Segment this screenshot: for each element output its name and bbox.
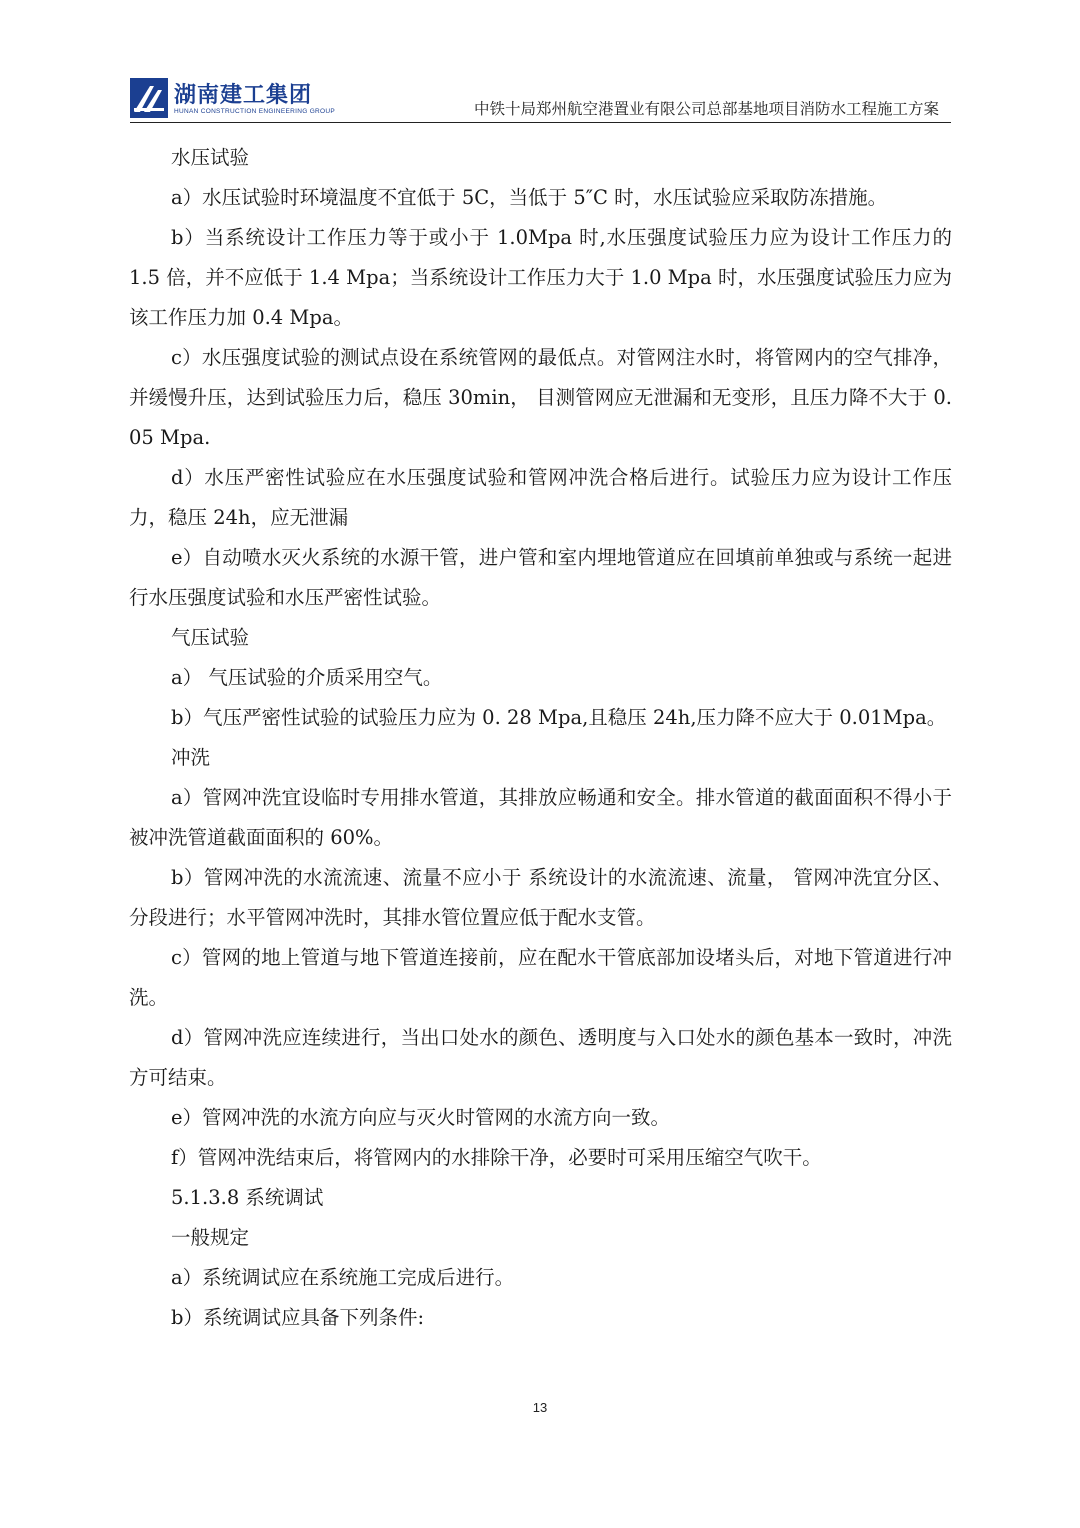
- paragraph: b）系统调试应具备下列条件:: [171, 1306, 425, 1329]
- paragraph: d）管网冲洗应连续进行，当出口处水的颜色、透明度与入口处水的颜色基本一致时，冲洗方可结束。: [129, 1026, 952, 1089]
- paragraph: d）水压严密性试验应在水压强度试验和管网冲洗合格后进行。试验压力应为设计工作压力，稳压 24h，应无泄漏: [129, 466, 952, 529]
- page-header: [130, 72, 951, 123]
- paragraph: c）管网的地上管道与地下管道连接前，应在配水干管底部加设堵头后，对地下管道进行冲洗。: [129, 946, 952, 1009]
- paragraph: e）自动喷水灭火系统的水源干管，进户管和室内埋地管道应在回填前单独或与系统一起进行水压强度试验和水压严密性试验。: [129, 546, 952, 609]
- document-body: [129, 138, 952, 1338]
- paragraph: 水压试验: [171, 146, 250, 169]
- paragraph: a）系统调试应在系统施工完成后进行。: [171, 1266, 515, 1289]
- paragraph: 5.1.3.8 系统调试: [171, 1186, 324, 1209]
- paragraph: c）水压强度试验的测试点设在系统管网的最低点。对管网注水时，将管网内的空气排净，并缓慢升压，达到试验压力后，稳压 30min， 目测管网应无泄漏和无变形，且压力降不大于 0. 05 Mpa.: [129, 346, 952, 449]
- paragraph: b）当系统设计工作压力等于或小于 1.0Mpa 时,水压强度试验压力应为设计工作压力的 1.5 倍，并不应低于 1.4 Mpa；当系统设计工作压力大于 1.0 Mpa 时，水压强度试验压力应为该工作压力加 0.4 Mpa。: [129, 226, 952, 329]
- paragraph: 一般规定: [171, 1226, 250, 1249]
- page-number: 13: [532, 1400, 548, 1415]
- paragraph: a）管网冲洗宜设临时专用排水管道，其排放应畅通和安全。排水管道的截面面积不得小于被冲洗管道截面面积的 60%。: [129, 786, 952, 849]
- logo-text-cn: 湖南建工集团: [174, 83, 313, 108]
- paragraph: f）管网冲洗结束后，将管网内的水排除干净，必要时可采用压缩空气吹干。: [171, 1146, 822, 1169]
- paragraph: b）管网冲洗的水流流速、流量不应小于 系统设计的水流流速、流量， 管网冲洗宜分区、分段进行；水平管网冲洗时，其排水管位置应低于配水支管。: [129, 866, 952, 929]
- logo-text-en: HUNAN CONSTRUCTION ENGINEERING GROUP: [174, 108, 336, 115]
- logo-mark-icon: [130, 78, 168, 118]
- paragraph: b）气压严密性试验的试验压力应为 0. 28 Mpa,且稳压 24h,压力降不应大于 0.01Mpa。: [171, 706, 947, 729]
- paragraph: a）水压试验时环境温度不宜低于 5C，当低于 5″C 时，水压试验应采取防冻措施。: [171, 186, 888, 209]
- paragraph: 冲洗: [171, 746, 211, 769]
- paragraph: a） 气压试验的介质采用空气。: [171, 666, 443, 689]
- document-title: 中铁十局郑州航空港置业有限公司总部基地项目消防水工程施工方案: [473, 100, 939, 118]
- paragraph: 气压试验: [171, 626, 250, 649]
- company-logo: [130, 78, 336, 120]
- paragraph: e）管网冲洗的水流方向应与灭火时管网的水流方向一致。: [171, 1106, 671, 1129]
